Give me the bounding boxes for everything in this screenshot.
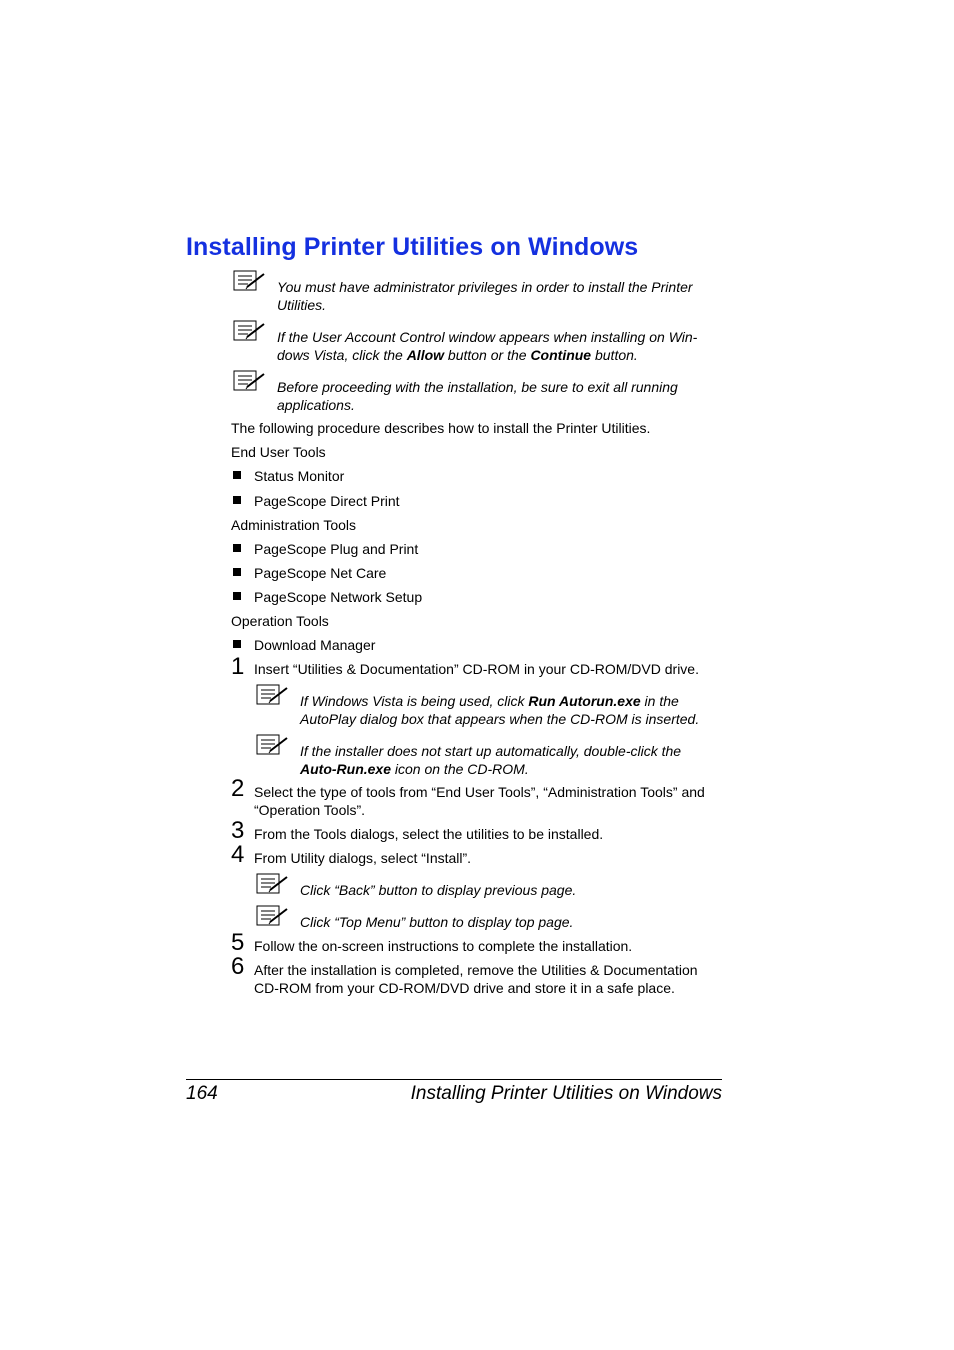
step-text: From Utility dialogs, select “Install”. (254, 850, 472, 866)
group-heading-operation-tools: Operation Tools (231, 613, 329, 629)
note-back-button (300, 881, 576, 899)
step-text: Follow the on-screen instructions to complete the installation. (254, 938, 633, 954)
note-pencil-icon (233, 320, 267, 342)
note-run-autorun (300, 692, 699, 728)
note-pencil-icon (233, 370, 267, 392)
step-text (254, 783, 705, 819)
note-pencil-icon (233, 270, 267, 292)
list-item: PageScope Direct Print (254, 493, 400, 509)
step-line: Select the type of tools from “End User Tools”, “Administration Tools” and (254, 784, 705, 800)
list-item: Download Manager (254, 637, 376, 653)
note-pencil-icon (256, 734, 290, 756)
note-line: If the installer does not start up automatically, double-click the (300, 743, 682, 759)
note-line (277, 346, 697, 364)
page-title: Installing Printer Utilities on Windows (186, 233, 639, 261)
note-pencil-icon (256, 905, 290, 927)
note-text: icon on the CD-ROM. (391, 761, 529, 777)
note-exit-applications (277, 378, 678, 414)
back-term: Back (338, 882, 371, 898)
list-item: PageScope Plug and Print (254, 541, 419, 557)
note-text: Click “ (300, 882, 339, 898)
bullet-square-icon (233, 496, 241, 504)
note-auto-run (300, 742, 681, 778)
bullet-square-icon (233, 568, 241, 576)
note-text: button. (591, 347, 638, 363)
list-item: PageScope Network Setup (254, 589, 423, 605)
footer-divider (186, 1079, 722, 1080)
step-line: “Operation Tools”. (254, 802, 366, 818)
group-heading-end-user-tools: End User Tools (231, 444, 326, 460)
step-number: 2 (231, 775, 245, 802)
intro-paragraph: The following procedure describes how to install the Printer Utilities. (231, 420, 651, 436)
step-number: 4 (231, 841, 245, 868)
note-text: If Windows Vista is being used, click (300, 693, 529, 709)
note-top-menu-button (300, 913, 573, 931)
step-number: 3 (231, 817, 245, 844)
bullet-square-icon (233, 544, 241, 552)
list-item: Status Monitor (254, 468, 345, 484)
step-number: 5 (231, 929, 245, 956)
note-line: Utilities. (277, 297, 327, 313)
step-line: After the installation is completed, remove the Utilities & Documentation (254, 962, 698, 978)
note-line: You must have administrator privileges in order to install the Printer (277, 279, 693, 295)
note-line: applications. (277, 397, 355, 413)
note-text: button or the (444, 347, 531, 363)
note-pencil-icon (256, 873, 290, 895)
note-text: dows Vista, click the (277, 347, 407, 363)
step-text: From the Tools dialogs, select the utilities to be installed. (254, 826, 604, 842)
note-line: Before proceeding with the installation, be sure to exit all running (277, 379, 678, 395)
step-text: Insert “Utilities & Documentation” CD-ROM in your CD-ROM/DVD drive. (254, 661, 699, 677)
auto-run-term: Auto-Run.exe (300, 761, 391, 777)
top-menu-term: Top Menu (338, 914, 401, 930)
group-heading-administration-tools: Administration Tools (231, 517, 357, 533)
note-pencil-icon (256, 684, 290, 706)
step-text (254, 961, 698, 997)
step-number: 1 (231, 653, 245, 680)
note-admin-privileges (277, 278, 693, 314)
step-number: 6 (231, 953, 245, 980)
note-line (300, 692, 699, 710)
step-line: CD-ROM from your CD-ROM/DVD drive and store it in a safe place. (254, 980, 675, 996)
note-user-account-control (277, 328, 697, 364)
note-text: ” button to display previous page. (370, 882, 577, 898)
note-line: If the User Account Control window appears when installing on Win- (277, 329, 698, 345)
bullet-square-icon (233, 592, 241, 600)
note-line: AutoPlay dialog box that appears when the CD-ROM is inserted. (300, 711, 700, 727)
note-text: in the (640, 693, 679, 709)
page-number: 164 (186, 1083, 218, 1104)
list-item: PageScope Net Care (254, 565, 387, 581)
run-autorun-term: Run Autorun.exe (528, 693, 641, 709)
bullet-square-icon (233, 471, 241, 479)
bullet-square-icon (233, 640, 241, 648)
running-title: Installing Printer Utilities on Windows (410, 1083, 722, 1104)
note-text: ” button to display top page. (400, 914, 574, 930)
note-text: Click “ (300, 914, 339, 930)
continue-term: Continue (530, 347, 592, 363)
allow-term: Allow (406, 347, 445, 363)
note-line (300, 760, 681, 778)
